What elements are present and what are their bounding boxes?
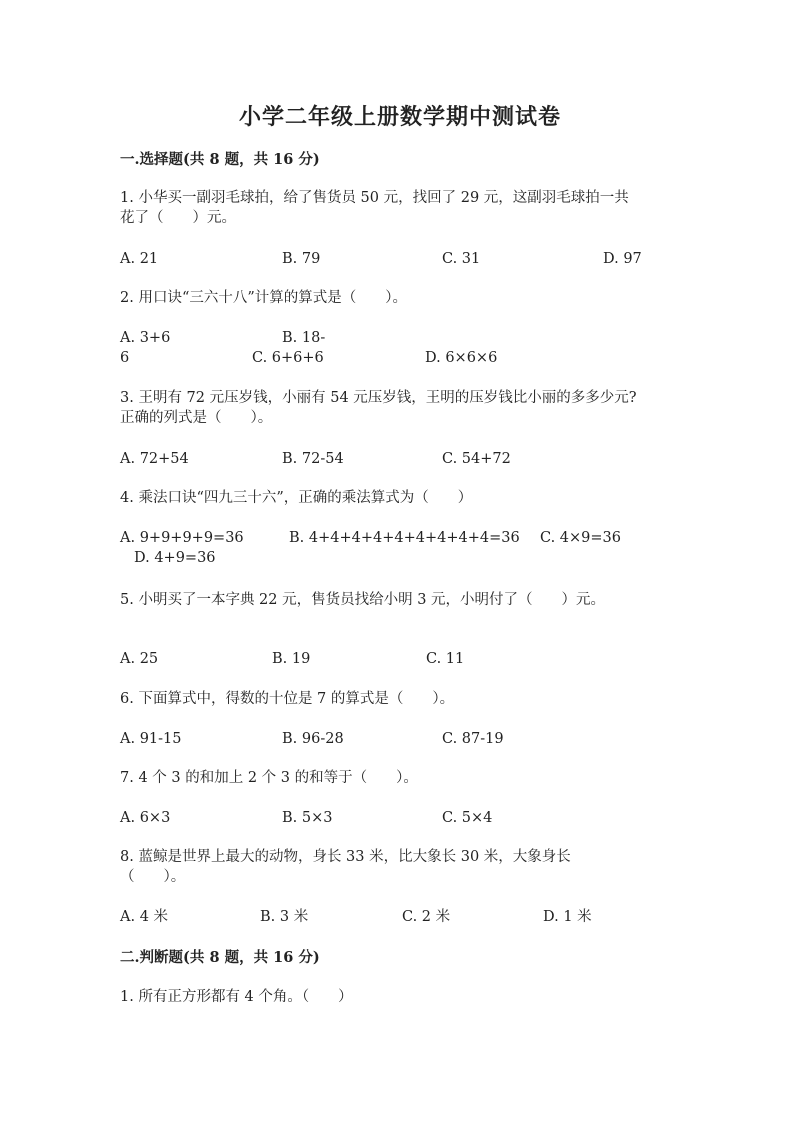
q6-option-c: C. 87-19 xyxy=(442,731,504,747)
q1-option-d: D. 97 xyxy=(603,251,642,267)
question-1-text: 1. 小华买一副羽毛球拍，给了售货员 50 元，找回了 29 元，这副羽毛球拍一共 xyxy=(120,190,629,206)
q4-option-d: D. 4+9=36 xyxy=(134,550,216,566)
q2-option-b-cont: 6 xyxy=(120,350,130,366)
q4-option-a: A. 9+9+9+9=36 xyxy=(120,530,244,546)
q4-option-b: B. 4+4+4+4+4+4+4+4+4=36 xyxy=(289,530,520,546)
q8-option-b: B. 3 米 xyxy=(260,909,309,925)
question-8-text: 8. 蓝鲸是世界上最大的动物，身长 33 米，比大象长 30 米，大象身长 xyxy=(120,849,571,865)
q3-option-a: A. 72+54 xyxy=(120,451,189,467)
question-2-text: 2. 用口诀“三六十八”计算的算式是（ ）。 xyxy=(120,290,408,306)
q3-option-c: C. 54+72 xyxy=(442,451,511,467)
question-4-text: 4. 乘法口诀“四九三十六”，正确的乘法算式为（ ） xyxy=(120,490,473,506)
q8-option-c: C. 2 米 xyxy=(402,909,451,925)
q8-option-d: D. 1 米 xyxy=(543,909,592,925)
q2-option-b: B. 18- xyxy=(282,330,326,346)
question-3-text-cont: 正确的列式是（ ）。 xyxy=(120,410,273,426)
question-6-text: 6. 下面算式中，得数的十位是 7 的算式是（ ）。 xyxy=(120,691,455,707)
q5-option-b: B. 19 xyxy=(272,651,311,667)
q4-option-c: C. 4×9=36 xyxy=(540,530,621,546)
q3-option-b: B. 72-54 xyxy=(282,451,344,467)
question-1-text-cont: 花了（ ）元。 xyxy=(120,210,236,226)
q2-option-a: A. 3+6 xyxy=(120,330,171,346)
q6-option-a: A. 91-15 xyxy=(120,731,182,747)
q2-option-c: C. 6+6+6 xyxy=(252,350,324,366)
q1-option-b: B. 79 xyxy=(282,251,321,267)
question-7-text: 7. 4 个 3 的和加上 2 个 3 的和等于（ ）。 xyxy=(120,770,418,786)
q1-option-c: C. 31 xyxy=(442,251,481,267)
q8-option-a: A. 4 米 xyxy=(120,909,169,925)
section-heading-choice: 一.选择题(共 8 题，共 16 分) xyxy=(120,151,320,168)
question-5-text: 5. 小明买了一本字典 22 元，售货员找给小明 3 元，小明付了（ ）元。 xyxy=(120,592,606,608)
section-heading-judgment: 二.判断题(共 8 题，共 16 分) xyxy=(120,949,320,966)
q6-option-b: B. 96-28 xyxy=(282,731,344,747)
q7-option-a: A. 6×3 xyxy=(120,810,171,826)
page-title: 小学二年级上册数学期中测试卷 xyxy=(238,104,561,130)
question-8-text-cont: （ ）。 xyxy=(120,869,186,885)
q2-option-d: D. 6×6×6 xyxy=(425,350,498,366)
q5-option-c: C. 11 xyxy=(426,651,465,667)
question-3-text: 3. 王明有 72 元压岁钱，小丽有 54 元压岁钱，王明的压岁钱比小丽的多多少元? xyxy=(120,390,637,406)
q7-option-c: C. 5×4 xyxy=(442,810,493,826)
judgment-1-text: 1. 所有正方形都有 4 个角。（ ） xyxy=(120,989,353,1005)
q7-option-b: B. 5×3 xyxy=(282,810,333,826)
q1-option-a: A. 21 xyxy=(120,251,159,267)
q5-option-a: A. 25 xyxy=(120,651,159,667)
